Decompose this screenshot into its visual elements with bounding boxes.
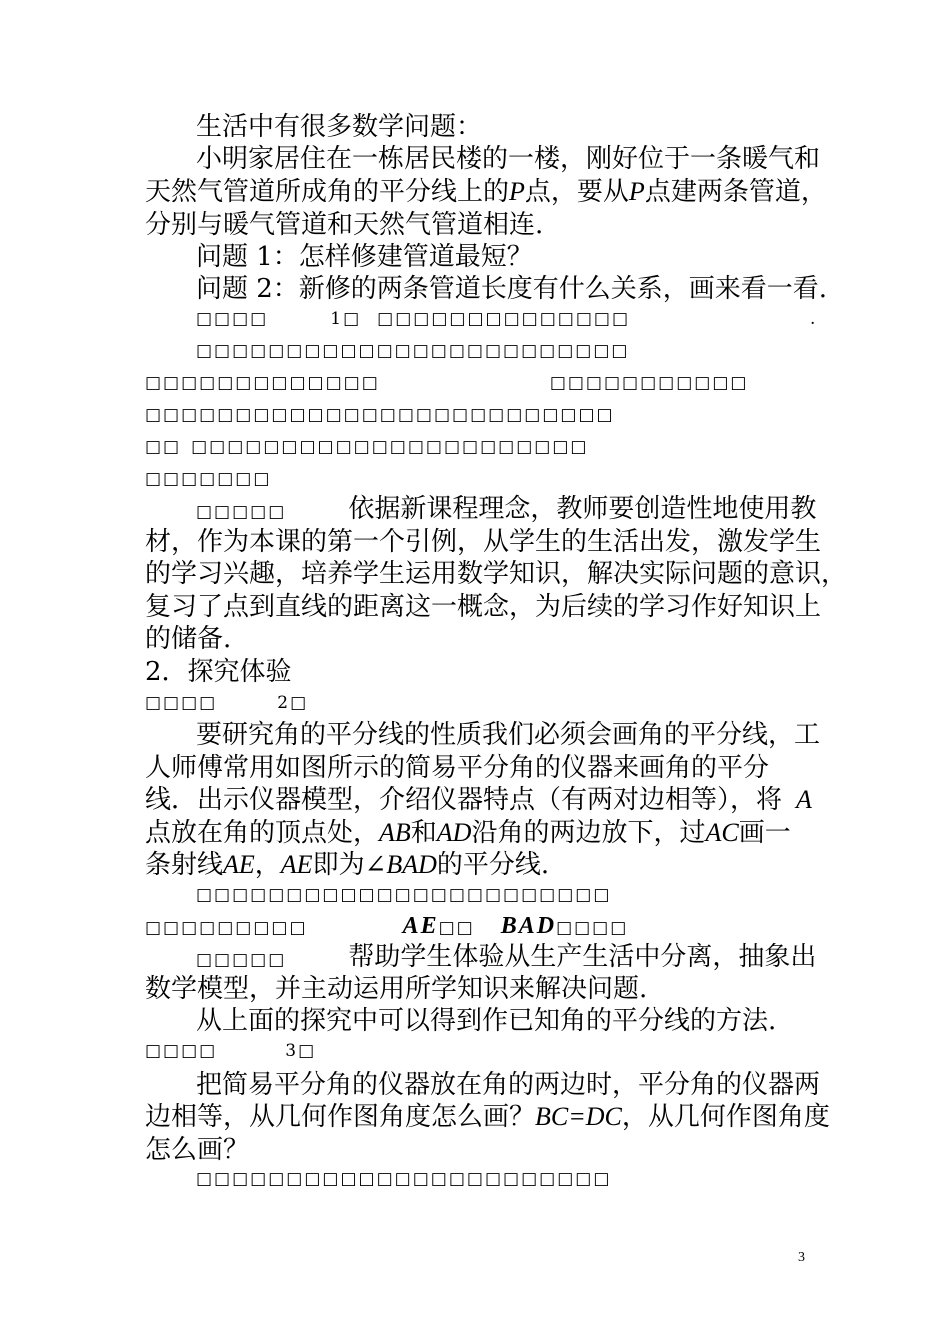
garbled-line-4: □□□□□□□□□□□□□□□□□□□□□□□□□□ <box>145 405 615 425</box>
design-1-line-2: 材，作为本课的第一个引例，从学生的生活出发，激发学生 <box>145 527 822 557</box>
garbled-line-2: □□□□□□□□□□□□□□□□□□□□□□□□ <box>196 341 630 361</box>
garbled-line-5: □□ □□□□□□□□□□□□□□□□□□□□□□ <box>145 437 589 457</box>
story-line-2: 天然气管道所成角的平分线上的P点，要从P点建两条管道， <box>145 177 827 207</box>
garbled-line-9: □□□□□□□□□□□□□□□□□□□□□□□ <box>196 1169 612 1189</box>
tool-line-3: 线．出示仪器模型，介绍仪器特点（有两对边相等），将 A <box>145 785 812 815</box>
intro-line: 生活中有很多数学问题： <box>196 112 483 142</box>
garbled-line-1: □□□□ 1□ □□□□□□□□□□□□□□ . <box>196 309 818 329</box>
page-number: 3 <box>798 1250 805 1265</box>
design-1-line-1: □□□□□ 依据新课程理念，教师要创造性地使用教 <box>196 494 817 524</box>
question-2: 问题 2：新修的两条管道长度有什么关系，画来看一看. <box>196 274 828 304</box>
question-2-label: □□□□ 2□ <box>145 693 309 713</box>
question-1: 问题 1：怎样修建管道最短？ <box>196 242 533 272</box>
garbled-line-8: □□□□□□□□□ AE□□ BAD□□□□ <box>145 913 629 939</box>
q3-line-1: 把简易平分角的仪器放在角的两边时，平分角的仪器两 <box>196 1070 821 1100</box>
tool-line-2: 人师傅常用如图所示的简易平分角的仪器来画角的平分 <box>145 753 770 783</box>
design-1-line-3: 的学习兴趣，培养学生运用数学知识，解决实际问题的意识， <box>145 559 848 589</box>
tool-line-4: 点放在角的顶点处，AB和AD沿角的两边放下，过AC画一 <box>145 818 791 848</box>
story-line-3: 分别与暖气管道和天然气管道相连. <box>145 210 544 240</box>
q3-line-3: 怎么画？ <box>145 1135 250 1165</box>
story-line-1: 小明家居住在一栋居民楼的一楼，刚好位于一条暖气和 <box>196 144 821 174</box>
design-2-line-1: □□□□□ 帮助学生体验从生产生活中分离，抽象出 <box>196 942 817 972</box>
section-2-title: 2．探究体验 <box>145 657 292 687</box>
q3-line-2: 边相等，从几何作图角度怎么画？BC=DC，从几何作图角度 <box>145 1102 830 1132</box>
method-line: 从上面的探究中可以得到作已知角的平分线的方法. <box>196 1006 777 1036</box>
tool-line-1: 要研究角的平分线的性质我们必须会画角的平分线，工 <box>196 720 821 750</box>
design-2-line-2: 数学模型，并主动运用所学知识来解决问题. <box>145 974 648 1004</box>
design-1-line-5: 的储备. <box>145 624 232 654</box>
question-3-label: □□□□ 3□ <box>145 1041 317 1061</box>
design-1-line-4: 复习了点到直线的距离这一概念，为后续的学习作好知识上 <box>145 592 822 622</box>
tool-line-5: 条射线AE，AE即为∠BAD的平分线. <box>145 850 550 880</box>
garbled-line-6: □□□□□□□ <box>145 469 272 489</box>
garbled-line-3: □□□□□□□□□□□□□ □□□□□□□□□□□ <box>145 373 749 393</box>
garbled-line-7: □□□□□□□□□□□□□□□□□□□□□□□ <box>196 885 612 905</box>
